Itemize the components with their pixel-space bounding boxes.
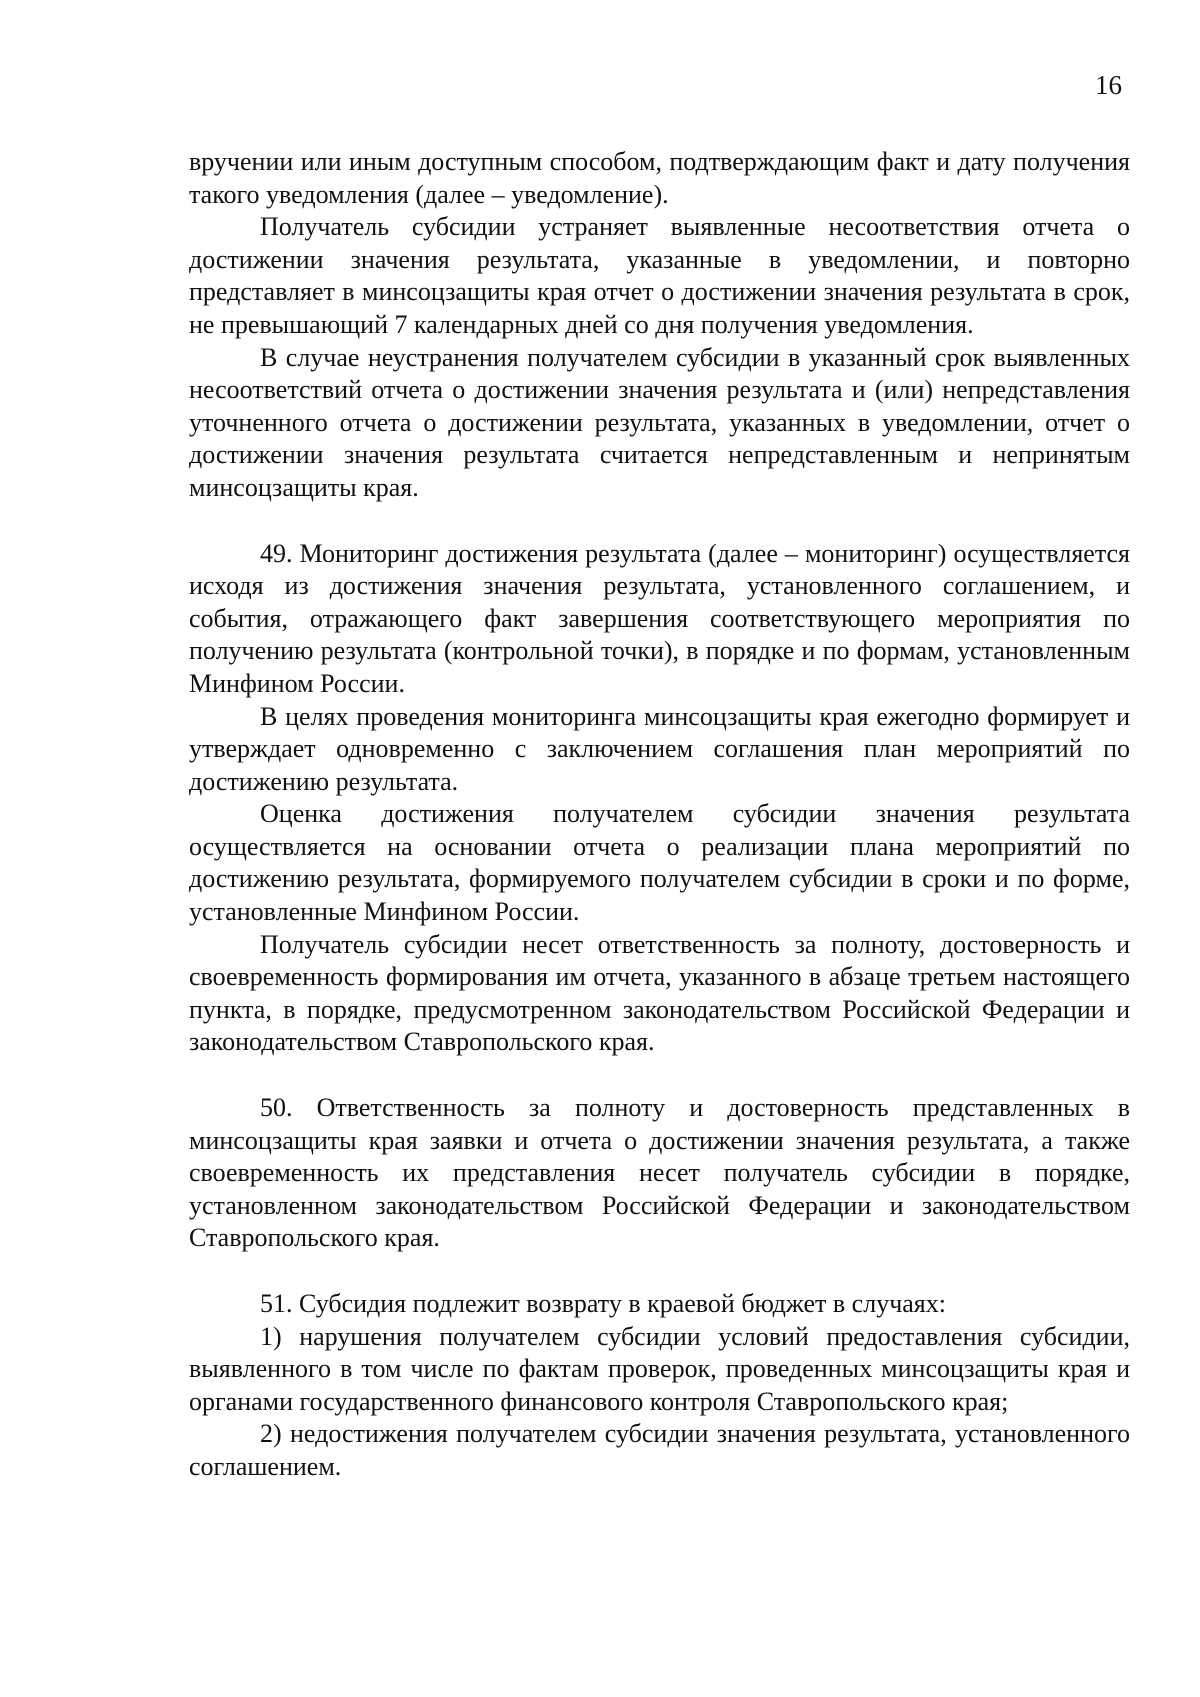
document-body (189, 146, 1130, 1484)
paragraph-clause-49-assessment: Оценка достижения получателем субсидии значения результата осуществляется на основании отчета о реализации плана мероприятий по достижению результата, формируемого получателем субсидии в сроки и по форме, установленные Минфином России. (189, 799, 1130, 927)
paragraph-clause-49-responsibility: Получатель субсидии несет ответственность за полноту, достоверность и своевременность формирования им отчета, указанного в абзаце третьем настоящего пункта, в порядке, предусмотренном законодательством Российской Федерации и законодательством Ставропольского края. (189, 929, 1130, 1057)
paragraph-continuation: вручении или иным доступным способом, подтверждающим факт и дату получения такого уведомления (далее – уведомление). (189, 147, 1130, 209)
paragraph-non-elimination: В случае неустранения получателем субсидии в указанный срок выявленных несоответствий отчета о достижении значения результата и (или) непредставления уточненного отчета о достижении результата, указанных в уведомлении, отчет о достижении значения результата считается непредставленным и непринятым минсоцзащиты края. (189, 342, 1130, 502)
paragraph-clause-49: 49. Мониторинг достижения результата (далее – мониторинг) осуществляется исходя из достижения значения результата, установленного соглашением, и события, отражающего факт завершения соответствующего мероприятия по получению результата (контрольной точки), в порядке и по формам, установленным Минфином России. (189, 538, 1130, 698)
paragraph-clause-49-plan: В целях проведения мониторинга минсоцзащиты края ежегодно формирует и утверждает одновременно с заключением соглашения план мероприятий по достижению результата. (189, 701, 1130, 796)
paragraph-clause-51-item-2: 2) недостижения получателем субсидии значения результата, установленного соглашением. (189, 1419, 1130, 1481)
paragraph-clause-51: 51. Субсидия подлежит возврату в краевой бюджет в случаях: (260, 1289, 946, 1318)
paragraph-clause-50: 50. Ответственность за полноту и достоверность представленных в минсоцзащиты края заявки и отчета о достижении значения результата, а также своевременность их представления несет получатель субсидии в порядке, установленном законодательством Российской Федерации и законодательством Ставропольского края. (189, 1093, 1130, 1253)
page-number: 16 (1095, 70, 1122, 100)
paragraph-resubmit-report: Получатель субсидии устраняет выявленные несоответствия отчета о достижении значения результата, указанные в уведомлении, и повторно представляет в минсоцзащиты края отчет о достижении значения результата в срок, не превышающий 7 календарных дней со дня получения уведомления. (189, 212, 1130, 339)
paragraph-clause-51-item-1: 1) нарушения получателем субсидии условий предоставления субсидии, выявленного в том числе по фактам проверок, проведенных минсоцзащиты края и органами государственного финансового контроля Ставропольского края; (189, 1321, 1130, 1416)
